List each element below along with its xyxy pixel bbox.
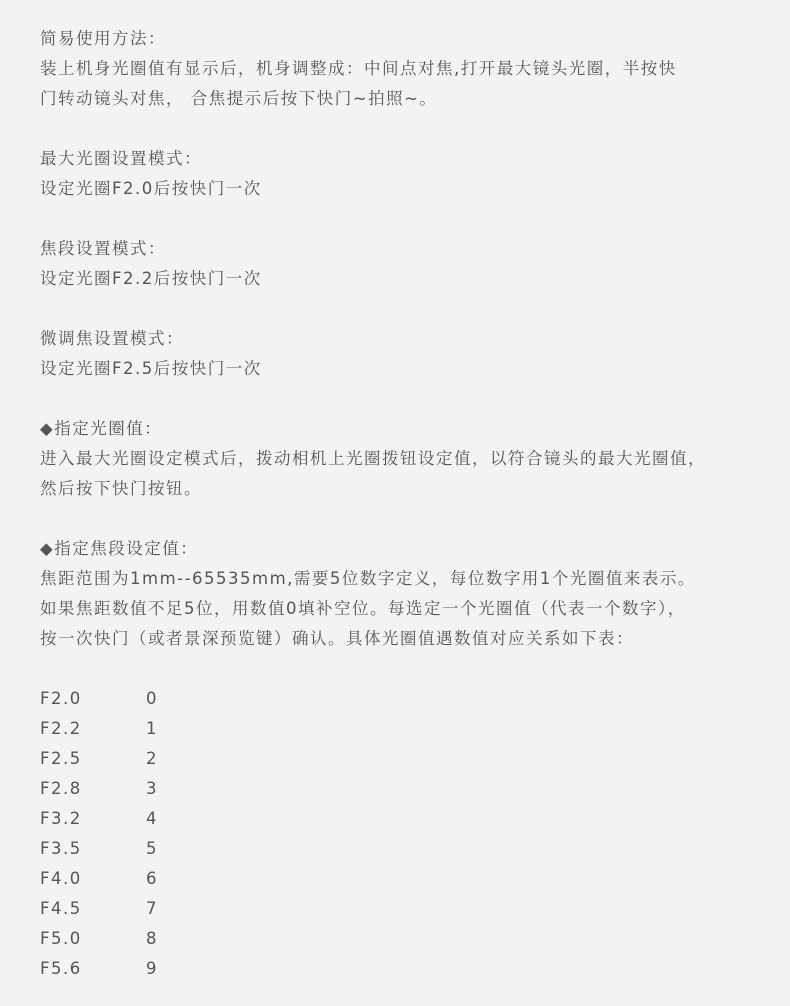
table-row xyxy=(40,894,766,924)
spacer xyxy=(40,294,766,324)
value-cell: 8 xyxy=(146,929,158,948)
section-heading: ◆指定光圈值： xyxy=(40,419,163,438)
table-row xyxy=(40,954,766,984)
section-usage xyxy=(40,24,766,114)
section-heading: 焦段设置模式： xyxy=(40,239,166,258)
aperture-cell: F2.0 xyxy=(40,689,82,708)
spacer xyxy=(40,114,766,144)
table-row xyxy=(40,804,766,834)
table-row xyxy=(40,924,766,954)
paragraph-line: 设定光圈F2.5后按快门一次 xyxy=(40,359,262,378)
paragraph-line: 门转动镜头对焦， 合焦提示后按下快门~拍照~。 xyxy=(40,89,438,108)
value-cell: 6 xyxy=(146,869,158,888)
section-heading: 最大光圈设置模式： xyxy=(40,149,202,168)
aperture-cell: F2.8 xyxy=(40,779,82,798)
aperture-value-table xyxy=(40,684,766,984)
aperture-cell: F2.5 xyxy=(40,749,82,768)
value-cell: 4 xyxy=(146,809,158,828)
paragraph-line: 设定光圈F2.2后按快门一次 xyxy=(40,269,262,288)
spacer xyxy=(40,504,766,534)
section-heading: ◆指定焦段设定值： xyxy=(40,539,199,558)
aperture-cell: F3.5 xyxy=(40,839,82,858)
section-set-aperture xyxy=(40,414,766,504)
section-heading: 简易使用方法： xyxy=(40,29,166,48)
paragraph-line: 按一次快门（或者景深预览键）确认。具体光圈值遇数值对应关系如下表： xyxy=(40,629,634,648)
paragraph-line: 焦距范围为1mm--65535mm,需要5位数字定义，每位数字用1个光圈值来表示。 xyxy=(40,569,696,588)
table-row xyxy=(40,864,766,894)
paragraph-line: 设定光圈F2.0后按快门一次 xyxy=(40,179,262,198)
value-cell: 9 xyxy=(146,959,158,978)
spacer xyxy=(40,384,766,414)
spacer xyxy=(40,654,766,684)
value-cell: 3 xyxy=(146,779,158,798)
value-cell: 5 xyxy=(146,839,158,858)
spacer xyxy=(40,204,766,234)
paragraph-line: 装上机身光圈值有显示后，机身调整成：中间点对焦,打开最大镜头光圈，半按快 xyxy=(40,59,677,78)
section-max-aperture-mode xyxy=(40,144,766,204)
aperture-cell: F2.2 xyxy=(40,719,82,738)
aperture-cell: F4.0 xyxy=(40,869,82,888)
value-cell: 1 xyxy=(146,719,158,738)
table-row xyxy=(40,774,766,804)
aperture-cell: F3.2 xyxy=(40,809,82,828)
table-row xyxy=(40,714,766,744)
table-row xyxy=(40,684,766,714)
section-set-focal-length xyxy=(40,534,766,654)
value-cell: 2 xyxy=(146,749,158,768)
section-fine-tune-mode xyxy=(40,324,766,384)
paragraph-line: 进入最大光圈设定模式后，拨动相机上光圈拨钮设定值，以符合镜头的最大光圈值， xyxy=(40,449,706,468)
section-heading: 微调焦设置模式： xyxy=(40,329,184,348)
paragraph-line: 如果焦距数值不足5位，用数值0填补空位。每选定一个光圈值（代表一个数字）， xyxy=(40,599,686,618)
aperture-cell: F5.6 xyxy=(40,959,82,978)
value-cell: 0 xyxy=(146,689,158,708)
value-cell: 7 xyxy=(146,899,158,918)
aperture-cell: F4.5 xyxy=(40,899,82,918)
table-row xyxy=(40,834,766,864)
section-focal-length-mode xyxy=(40,234,766,294)
aperture-cell: F5.0 xyxy=(40,929,82,948)
table-row xyxy=(40,744,766,774)
paragraph-line: 然后按下快门按钮。 xyxy=(40,479,202,498)
